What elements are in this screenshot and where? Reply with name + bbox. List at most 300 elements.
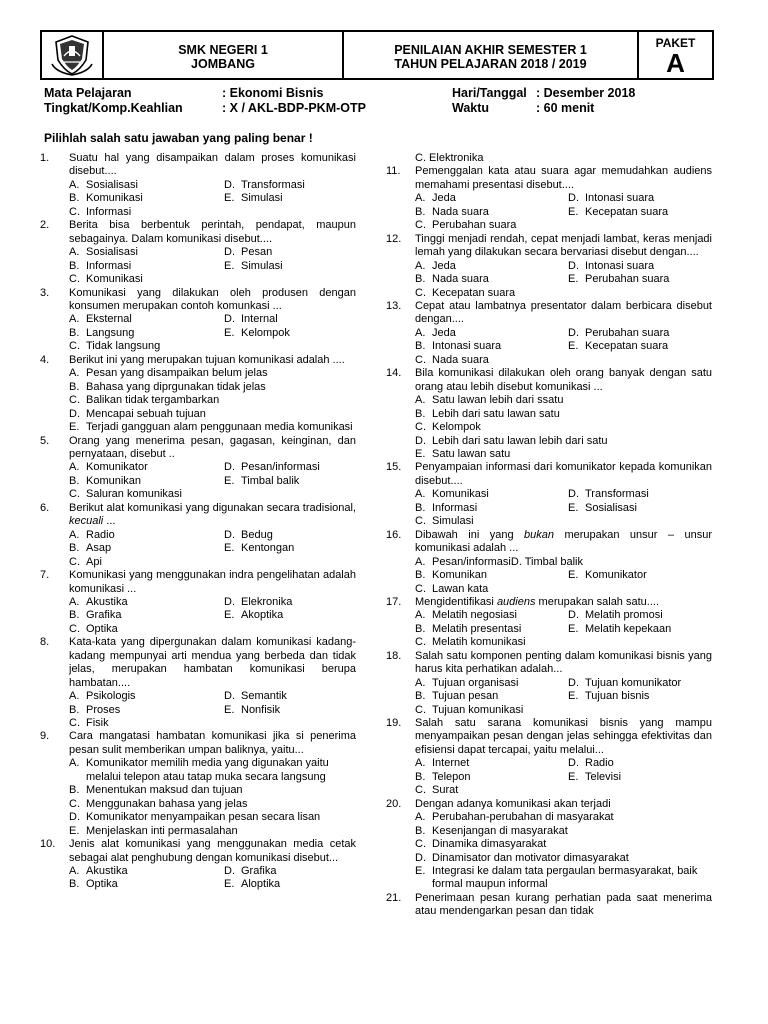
option-text: Eksternal [86,313,132,326]
option-text: Surat [432,784,459,797]
question-item [386,596,712,650]
option-letter: E. [224,703,235,716]
question-number: 8. [40,636,50,649]
option-letter: B. [415,340,426,353]
option-letter: C. [415,286,426,299]
option-letter: C. [69,394,80,407]
question-stem: Orang yang menerima pesan, gagasan, keinginan, dan pernyataan, disebut .. [69,434,356,460]
answer-option[interactable] [415,287,568,300]
option-row [415,287,712,300]
answer-option[interactable] [568,677,681,690]
answer-option[interactable] [415,677,568,690]
option-text: Grafika [241,865,277,878]
option-text: Sosialisasi [585,501,637,514]
answer-option[interactable] [415,636,568,649]
option-letter: B. [415,569,426,582]
option-text: Kelompok [241,326,290,339]
option-letter: D. [415,434,426,447]
answer-option[interactable] [69,623,224,636]
answer-option[interactable] [69,273,224,286]
answer-option[interactable] [69,609,224,622]
question-item [386,165,712,232]
option-letter: E. [415,447,426,460]
option-letter: A. [415,676,426,689]
option-text: Pesan yang disampaikan belum jelas [86,367,268,380]
answer-option[interactable] [568,609,663,622]
option-letter: E. [568,501,579,514]
answer-option[interactable] [415,623,568,636]
answer-option[interactable] [415,515,568,528]
option-text: Jeda [432,192,456,205]
option-letter: C. [415,353,426,366]
option-row [69,556,356,569]
answer-option[interactable] [415,556,712,569]
question-stem: Salah satu sarana komunikasi bisnis yang mampu menyampaikan pesan dengan jelas sehingga efektivitas dan efisiensi dapat tercapai, yaitu melalui... [415,717,712,756]
answer-option[interactable] [415,502,568,515]
exam-header [40,30,714,80]
mapel-value: : Ekonomi Bisnis [222,86,324,100]
question-number: 3. [40,286,50,299]
option-letter: C. [415,636,426,649]
option-row [415,623,712,636]
answer-option[interactable] [568,260,654,273]
option-text: Tidak langsung [86,340,161,353]
answer-option[interactable] [568,340,668,353]
answer-option[interactable] [69,865,224,878]
option-row [415,784,712,797]
answer-option[interactable] [568,690,649,703]
option-letter: E. [568,205,579,218]
option-letter: A. [415,488,426,501]
answer-option[interactable] [415,865,712,892]
answer-option[interactable] [568,757,614,770]
option-row [69,206,356,219]
school-logo [42,32,104,78]
option-text: Perubahan-perubahan di masyarakat [432,811,614,824]
option-text: Lebih dari satu lawan lebih dari satu [432,434,608,447]
option-letter: B. [69,609,80,622]
answer-option[interactable] [415,757,568,770]
answer-option[interactable] [224,461,320,474]
question-item [40,287,356,354]
answer-option[interactable] [415,771,568,784]
option-letter: A. [415,259,426,272]
emphasis: kecuali [69,515,104,528]
answer-option[interactable] [69,381,356,394]
option-text: Intonasi suara [585,259,655,272]
option-text: Transformasi [241,178,305,191]
option-text: Intonasi suara [432,340,502,353]
option-letter: A. [69,595,80,608]
answer-option[interactable] [224,260,283,273]
question-number: 6. [40,501,50,514]
option-text: Perubahan suara [585,273,670,286]
option-text: Simulasi [432,515,474,528]
option-letter: C. [415,515,426,528]
answer-option[interactable] [224,246,272,259]
exam-line-2: TAHUN PELAJARAN 2018 / 2019 [394,57,587,71]
option-letter: A. [415,555,426,568]
answer-option[interactable] [224,878,280,891]
option-row [415,354,712,367]
question-stem: Pemenggalan kata atau suara agar memudahkan audiens memahami presentasi disebut.... [415,165,712,191]
option-letter: A. [69,246,80,259]
answer-option[interactable] [69,556,224,569]
paket-label: PAKET [655,36,696,50]
option-text: Pesan [241,246,273,259]
option-row [69,878,356,891]
option-letter: A. [415,192,426,205]
option-row [69,340,356,353]
option-letter: A. [69,367,80,380]
option-text: Semantik [241,690,287,703]
option-text: Satu lawan satu [432,447,511,460]
option-text: Komunikasi [432,488,489,501]
answer-option[interactable] [224,179,305,192]
question-stem: Berikut ini yang merupakan tujuan komunikasi adalah .... [69,353,345,366]
question-item [386,529,712,596]
answer-option[interactable] [69,394,356,407]
option-text: Informasi [86,259,132,272]
option-letter: D. [69,811,80,824]
question-number: 20. [386,797,402,810]
option-letter: D. [415,851,426,864]
option-letter: D. [69,407,80,420]
answer-option[interactable] [415,394,712,407]
option-letter: D. [568,326,579,339]
answer-option[interactable] [415,811,712,824]
option-letter: A. [69,865,80,878]
option-text: Komunikan [86,474,142,487]
answer-option[interactable] [568,192,654,205]
option-letter: D. [224,690,235,703]
option-letter: A. [415,609,426,622]
option-letter: B. [69,878,80,891]
answer-option[interactable] [69,811,356,824]
option-text: Radio [86,528,115,541]
option-letter: A. [415,394,426,407]
option-row [69,461,356,474]
option-letter: D. [568,609,579,622]
option-text: Telepon [432,770,471,783]
answer-option[interactable] [69,246,224,259]
option-text: Saluran komunikasi [86,488,182,501]
answer-option[interactable] [224,690,287,703]
option-text: Proses [86,703,121,716]
hari-label: Hari/Tanggal [452,86,527,100]
answer-option[interactable] [69,596,224,609]
answer-option[interactable] [415,435,712,448]
answer-option[interactable] [69,690,224,703]
question-item [40,636,356,730]
option-text: Lawan kata [432,582,489,595]
option-row [415,771,712,784]
question-item [386,798,712,892]
option-letter: D. [568,259,579,272]
option-row [69,704,356,717]
option-letter: C. [415,784,426,797]
answer-option[interactable] [415,609,568,622]
question-number: 12. [386,232,402,245]
question-item [386,233,712,300]
answer-option[interactable] [69,408,356,421]
answer-option[interactable] [224,542,294,555]
answer-option[interactable] [568,206,668,219]
answer-option[interactable] [69,825,356,838]
answer-option[interactable] [415,421,712,434]
option-letter: C. [415,219,426,232]
answer-option[interactable] [69,475,224,488]
option-letter: B. [415,824,426,837]
answer-option[interactable] [69,757,356,784]
question-item [386,650,712,717]
option-letter: E. [568,770,579,783]
question-stem: Komunikasi yang menggunakan indra pengelihatan adalah komunikasi ... [69,569,356,595]
answer-option[interactable] [69,461,224,474]
question-number: 10. [40,838,56,851]
answer-option[interactable] [69,260,224,273]
option-letter: D. [224,595,235,608]
option-row [415,704,712,717]
option-letter: D. [568,757,579,770]
option-text: Langsung [86,326,135,339]
option-row [69,690,356,703]
question-stem: Salah satu komponen penting dalam komunikasi bisnis yang harus kita perhatikan adalah... [415,649,712,676]
option-letter: B. [69,259,80,272]
answer-option[interactable] [415,327,568,340]
answer-option[interactable] [415,219,568,232]
option-row [69,542,356,555]
answer-option[interactable] [568,502,637,515]
option-letter: D. [568,488,579,501]
paket-box [639,32,712,78]
answer-option[interactable] [415,838,712,851]
answer-option[interactable] [69,179,224,192]
option-text: Bedug [241,528,273,541]
option-letter: E. [224,609,235,622]
option-row [69,609,356,622]
answer-option[interactable] [69,421,356,434]
option-text: Nonfisik [241,703,281,716]
question-item [40,730,356,838]
option-text: Lebih dari satu lawan satu [432,407,560,420]
answer-option[interactable] [224,192,283,205]
option-text: Simulasi [241,259,283,272]
answer-option[interactable] [415,704,568,717]
exam-line-1: PENILAIAN AKHIR SEMESTER 1 [394,43,587,57]
option-letter: B. [69,474,80,487]
option-letter: C. [415,582,426,595]
option-text: Satu lawan lebih dari ssatu [432,394,564,407]
emphasis: audiens [496,595,536,608]
answer-option[interactable] [69,704,224,717]
answer-option[interactable] [69,313,224,326]
answer-option[interactable] [568,623,671,636]
option-letter: B. [69,703,80,716]
option-row [415,609,712,622]
option-row [69,192,356,205]
question-item [386,461,712,528]
school-line-2: JOMBANG [191,57,255,71]
option-row [415,636,712,649]
option-letter: A. [415,757,426,770]
answer-option[interactable] [69,542,224,555]
option-letter: A. [69,690,80,703]
option-letter: B. [415,501,426,514]
answer-option[interactable] [415,488,568,501]
option-letter: A. [69,313,80,326]
option-text: Dinamisator dan motivator dimasyarakat [432,851,629,864]
question-stem: Berikut alat komunikasi yang digunakan secara tradisional, kecuali ... [69,501,356,528]
answer-option[interactable] [415,825,712,838]
answer-option[interactable] [415,340,568,353]
answer-option[interactable] [224,596,292,609]
option-text: Aloptika [241,878,281,891]
option-row [415,219,712,232]
option-letter: A. [415,811,426,824]
option-text: Tujuan organisasi [432,676,519,689]
option-text: Timbal balik [241,474,300,487]
option-text: Melatih kepekaan [585,622,672,635]
option-text: Televisi [585,770,622,783]
question-number: 18. [386,649,402,662]
option-text: Perubahan suara [432,219,517,232]
option-letter: E. [69,824,80,837]
option-letter: E. [224,542,235,555]
answer-option[interactable] [69,327,224,340]
answer-option[interactable] [69,878,224,891]
option-letter: C. [69,488,80,501]
option-text: Jeda [432,326,456,339]
instruction: Pilihlah salah satu jawaban yang paling benar ! [44,131,313,145]
option-row [415,569,712,582]
answer-option[interactable] [415,852,712,865]
option-text: Nada suara [432,353,489,366]
option-text: Fisik [86,717,109,730]
option-row [415,260,712,273]
answer-option[interactable] [415,408,712,421]
option-text: Internal [241,313,278,326]
option-letter: A. [69,528,80,541]
option-letter: C. [69,340,80,353]
answer-option[interactable] [69,798,356,811]
option-text: Intonasi suara [585,192,655,205]
option-row [415,488,712,501]
answer-option[interactable] [224,475,299,488]
question-item [40,838,356,892]
option-letter: B. [415,690,426,703]
answer-option[interactable] [224,609,283,622]
answer-option[interactable] [568,488,649,501]
option-text: Elekronika [241,595,293,608]
question-stem: Penerimaan pesan kurang perhatian pada saat menerima atau mendengarkan pesan dan tidak [415,891,712,918]
answer-option[interactable] [568,273,669,286]
option-row [69,327,356,340]
answer-option[interactable] [224,529,273,542]
answer-option[interactable] [69,340,224,353]
answer-option[interactable] [224,704,280,717]
question-item [40,569,356,636]
option-text: Pesan/informasiD. Timbal balik [432,555,584,568]
answer-option[interactable] [415,192,568,205]
option-text: Komunikator [585,569,647,582]
option-text: Tujuan bisnis [585,690,650,703]
waktu-value: : 60 menit [536,101,595,115]
answer-option[interactable] [415,260,568,273]
answer-option[interactable] [415,448,712,461]
answer-option[interactable] [568,771,621,784]
tingkat-label: Tingkat/Komp.Keahlian [44,101,183,115]
option-letter: E. [224,192,235,205]
question-number: 4. [40,353,50,366]
question-item [386,892,712,919]
answer-option[interactable] [415,569,568,582]
option-letter: C. [69,205,80,218]
answer-option[interactable] [224,327,290,340]
option-text: Informasi [432,501,478,514]
option-letter: D. [568,676,579,689]
answer-option[interactable] [69,206,224,219]
answer-option[interactable] [224,865,276,878]
answer-option[interactable] [415,784,568,797]
option-letter: B. [69,380,80,393]
question-number: 7. [40,569,50,582]
option-row [69,865,356,878]
answer-option[interactable] [568,327,669,340]
option-row [69,717,356,730]
option-row [69,596,356,609]
answer-option[interactable] [69,717,224,730]
question-stem: Mengidentifikasi audiens merupakan salah satu.... [415,595,659,608]
answer-option[interactable] [415,583,712,596]
answer-option[interactable] [69,529,224,542]
answer-option[interactable] [224,313,278,326]
option-text: Radio [585,757,614,770]
answer-option[interactable] [69,488,224,501]
option-letter: A. [415,326,426,339]
option-row [69,623,356,636]
option-letter: E. [415,865,426,878]
answer-option[interactable] [415,273,568,286]
answer-option[interactable] [415,354,568,367]
option-letter: D. [224,461,235,474]
question-stem: Suatu hal yang disampaikan dalam proses komunikasi disebut.... [69,152,356,178]
option-letter: B. [415,205,426,218]
answer-option[interactable] [69,784,356,797]
option-row [415,206,712,219]
answer-option[interactable] [69,367,356,380]
option-letter: B. [415,622,426,635]
option-text: Kesenjangan di masyarakat [432,824,568,837]
option-letter: D. [224,865,235,878]
option-letter: C. [415,703,426,716]
answer-option[interactable] [568,569,647,582]
answer-option[interactable] [415,206,568,219]
option-letter: A. [69,757,80,770]
option-text: Integrasi ke dalam tata pergaulan bermasyarakat, baik formal maupun informal [432,865,698,891]
answer-option[interactable] [415,690,568,703]
option-text: Tujuan pesan [432,690,499,703]
school-name [104,32,344,78]
option-text: Komunikan [432,569,488,582]
option-text: Mencapai sebuah tujuan [86,407,206,420]
mapel-label: Mata Pelajaran [44,86,132,100]
answer-option[interactable] [69,192,224,205]
option-text: Transformasi [585,488,649,501]
option-text: Asap [86,542,112,555]
emblem-icon [50,34,94,76]
option-text: Komunikasi [86,192,143,205]
